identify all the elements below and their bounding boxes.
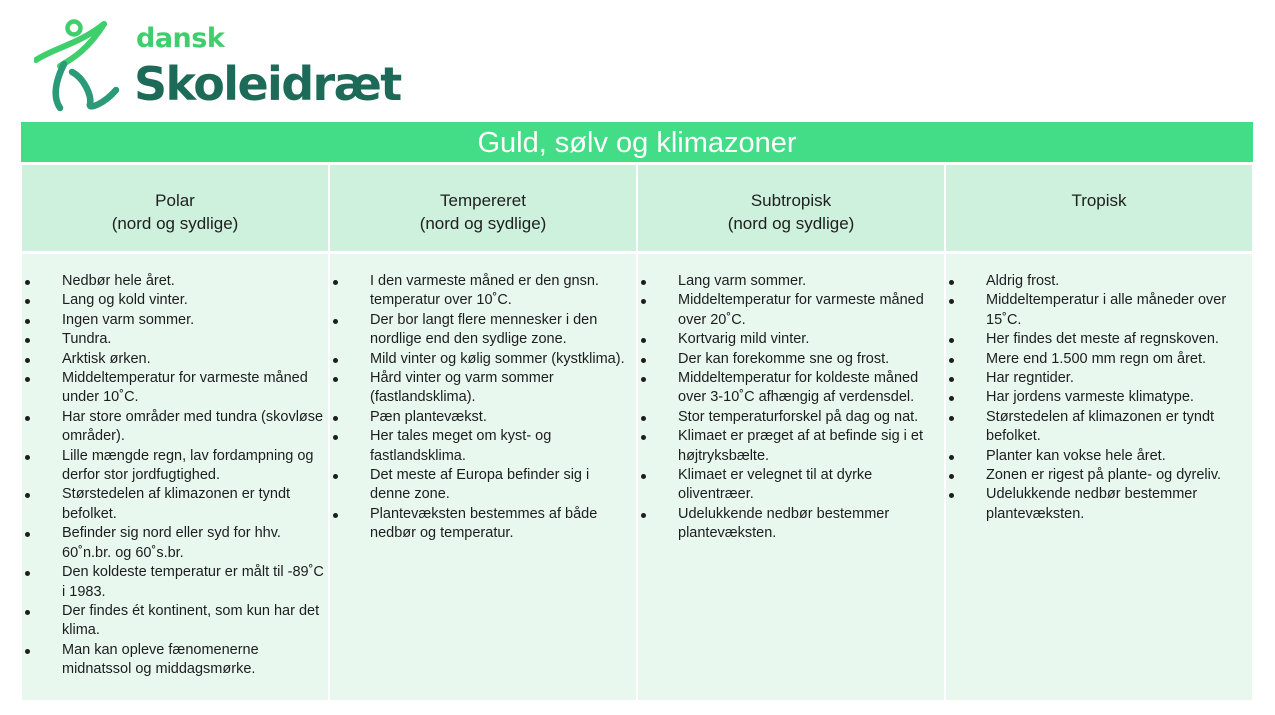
column-header-subtitle: (nord og sydlige) xyxy=(419,214,547,233)
list-item xyxy=(946,291,1252,330)
list-item-text: Mere end 1.500 mm regn om året. xyxy=(986,350,1207,367)
bullet-icon xyxy=(949,474,954,479)
list-item xyxy=(946,272,1252,291)
bullet-icon xyxy=(25,532,30,537)
column-header-name: Subtropisk xyxy=(750,191,832,210)
list-item-text: Planter kan vokse hele året. xyxy=(986,447,1166,464)
list-item xyxy=(638,369,944,408)
list-item xyxy=(22,369,328,408)
bullet-icon xyxy=(949,377,954,382)
column-header-name: Tempereret xyxy=(440,191,526,210)
bullet-icon xyxy=(641,474,646,479)
list-item-text: Lang og kold vinter. xyxy=(62,292,188,309)
list-item-text: Det meste af Europa befinder sig i denne zone. xyxy=(370,467,590,503)
list-item-text: Mild vinter og kølig sommer (kystklima). xyxy=(370,350,625,367)
bullet-icon xyxy=(25,299,30,304)
bullet-icon xyxy=(25,319,30,324)
bullet-icon xyxy=(641,435,646,440)
list-item-text: Størstedelen af klimazonen er tyndt befolket. xyxy=(62,486,291,522)
list-item-text: Lille mængde regn, lav fordampning og derfor stor jordfugtighed. xyxy=(62,447,314,484)
bullet-icon xyxy=(25,455,30,460)
bullet-icon xyxy=(333,280,338,285)
bullet-icon xyxy=(333,435,338,440)
page-title: Guld, sølv og klimazoner xyxy=(21,122,1253,162)
list-item xyxy=(22,272,328,291)
list-item-text: Arktisk ørken. xyxy=(62,350,151,367)
list-item-text: I den varmeste måned er den gnsn. temperatur over 10˚C. xyxy=(370,273,599,309)
list-item xyxy=(946,388,1252,407)
list-item xyxy=(946,369,1252,388)
list-item xyxy=(638,408,944,427)
list-item-text: Den koldeste temperatur er målt til -89˚C i 1983. xyxy=(62,564,324,600)
list-item-text: Her tales meget om kyst- og fastlandsklima. xyxy=(370,428,552,464)
list-item xyxy=(22,291,328,310)
list-item-text: Man kan opleve fænomenerne midnatssol og middagsmørke. xyxy=(62,641,259,678)
column-header-subtitle: (nord og sydlige) xyxy=(727,214,855,233)
list-item xyxy=(330,466,636,505)
bullet-icon xyxy=(641,299,646,304)
bullet-icon xyxy=(333,474,338,479)
logo-dansk-text: dansk xyxy=(136,23,225,54)
list-item xyxy=(638,427,944,466)
list-item xyxy=(638,330,944,349)
bullet-list xyxy=(638,272,944,544)
list-item-text: Ingen varm sommer. xyxy=(62,311,195,328)
list-item-text: Befinder sig nord eller syd for hhv. 60˚n.br. og 60˚s.br. xyxy=(62,525,281,561)
bullet-icon xyxy=(25,610,30,615)
logo-skoleidraet-text: Skoleidræt xyxy=(134,57,401,111)
list-item-text: Middeltemperatur i alle måneder over 15˚C. xyxy=(986,292,1227,328)
bullet-icon xyxy=(25,649,30,654)
list-item-text: Hård vinter og varm sommer (fastlandsklima). xyxy=(370,370,554,406)
bullet-icon xyxy=(949,338,954,343)
bullet-icon xyxy=(949,493,954,498)
column-header-polar xyxy=(21,162,329,254)
bullet-icon xyxy=(641,377,646,382)
bullet-icon xyxy=(25,280,30,285)
bullet-icon xyxy=(25,416,30,421)
bullet-icon xyxy=(949,416,954,421)
list-item xyxy=(22,447,328,486)
list-item-text: Har regntider. xyxy=(986,370,1074,387)
list-item xyxy=(638,350,944,369)
brand-logo xyxy=(34,18,401,114)
list-item xyxy=(22,330,328,349)
list-item xyxy=(22,563,328,602)
bullet-icon xyxy=(949,299,954,304)
column-body-tropisk xyxy=(945,254,1253,700)
bullet-icon xyxy=(641,280,646,285)
column-header-tropisk xyxy=(945,162,1253,254)
list-item xyxy=(330,272,636,311)
column-header-name: Polar xyxy=(155,191,195,210)
list-item xyxy=(946,408,1252,447)
list-item xyxy=(22,641,328,680)
column-body-polar xyxy=(21,254,329,700)
column-header-tempereret xyxy=(329,162,637,254)
list-item xyxy=(638,466,944,505)
column-header-subtropisk xyxy=(637,162,945,254)
list-item-text: Klimaet er velegnet til at dyrke oliventræer. xyxy=(678,467,873,503)
bullet-icon xyxy=(333,416,338,421)
list-item xyxy=(22,408,328,447)
bullet-icon xyxy=(641,358,646,363)
list-item-text: Udelukkende nedbør bestemmer plantevæksten. xyxy=(986,486,1198,522)
list-item xyxy=(330,369,636,408)
list-item-text: Har store områder med tundra (skovløse områder). xyxy=(62,408,324,445)
bullet-icon xyxy=(641,513,646,518)
list-item xyxy=(638,505,944,544)
bullet-icon xyxy=(949,280,954,285)
list-item xyxy=(638,291,944,330)
list-item-text: Udelukkende nedbør bestemmer plantevæksten. xyxy=(678,505,890,542)
bullet-icon xyxy=(25,493,30,498)
list-item xyxy=(22,311,328,330)
list-item xyxy=(22,524,328,563)
bullet-list xyxy=(946,272,1252,524)
bullet-list xyxy=(22,272,328,680)
list-item-text: Har jordens varmeste klimatype. xyxy=(986,389,1194,406)
list-item-text: Aldrig frost. xyxy=(986,273,1060,289)
list-item-text: Klimaet er præget af at befinde sig i et højtryksbælte. xyxy=(678,428,924,464)
list-item xyxy=(330,350,636,369)
bullet-icon xyxy=(25,338,30,343)
bullet-icon xyxy=(25,571,30,576)
column-header-name: Tropisk xyxy=(1071,191,1127,210)
bullet-icon xyxy=(25,377,30,382)
list-item-text: Middeltemperatur for koldeste måned over 3-10˚C afhængig af verdensdel. xyxy=(678,370,919,406)
list-item-text: Pæn plantevækst. xyxy=(370,408,487,425)
list-item-text: Der kan forekomme sne og frost. xyxy=(678,350,890,367)
column-body-tempereret xyxy=(329,254,637,700)
bullet-icon xyxy=(641,338,646,343)
bullet-icon xyxy=(333,377,338,382)
bullet-icon xyxy=(333,358,338,363)
list-item xyxy=(638,272,944,291)
list-item xyxy=(22,485,328,524)
list-item xyxy=(330,408,636,427)
list-item-text: Zonen er rigest på plante- og dyreliv. xyxy=(986,467,1222,484)
bullet-icon xyxy=(333,319,338,324)
bullet-icon xyxy=(949,358,954,363)
list-item-text: Nedbør hele året. xyxy=(62,273,175,289)
climate-zones-table xyxy=(21,162,1253,700)
person-jumping-logo-icon xyxy=(34,18,124,114)
list-item xyxy=(22,350,328,369)
list-item xyxy=(946,466,1252,485)
list-item-text: Der findes ét kontinent, som kun har det klima. xyxy=(62,602,320,639)
bullet-icon xyxy=(641,416,646,421)
list-item-text: Størstedelen af klimazonen er tyndt befolket. xyxy=(986,408,1215,445)
list-item xyxy=(330,505,636,544)
list-item xyxy=(330,311,636,350)
bullet-icon xyxy=(333,513,338,518)
bullet-icon xyxy=(949,396,954,401)
list-item-text: Middeltemperatur for varmeste måned over 20˚C. xyxy=(678,292,924,328)
column-body-subtropisk xyxy=(637,254,945,700)
list-item xyxy=(22,602,328,641)
list-item xyxy=(330,427,636,466)
list-item-text: Plantevæksten bestemmes af både nedbør og temperatur. xyxy=(370,505,598,542)
column-header-subtitle: (nord og sydlige) xyxy=(111,214,239,233)
list-item-text: Stor temperaturforskel på dag og nat. xyxy=(678,408,919,425)
list-item-text: Der bor langt flere mennesker i den nordlige end den sydlige zone. xyxy=(370,311,598,348)
list-item-text: Kortvarig mild vinter. xyxy=(678,331,810,348)
list-item xyxy=(946,447,1252,466)
list-item-text: Lang varm sommer. xyxy=(678,273,807,289)
list-item-text: Middeltemperatur for varmeste måned under 10˚C. xyxy=(62,370,308,406)
bullet-icon xyxy=(949,455,954,460)
list-item-text: Her findes det meste af regnskoven. xyxy=(986,331,1219,348)
list-item xyxy=(946,330,1252,349)
list-item xyxy=(946,485,1252,524)
list-item-text: Tundra. xyxy=(62,331,112,348)
list-item xyxy=(946,350,1252,369)
bullet-list xyxy=(330,272,636,544)
bullet-icon xyxy=(25,358,30,363)
